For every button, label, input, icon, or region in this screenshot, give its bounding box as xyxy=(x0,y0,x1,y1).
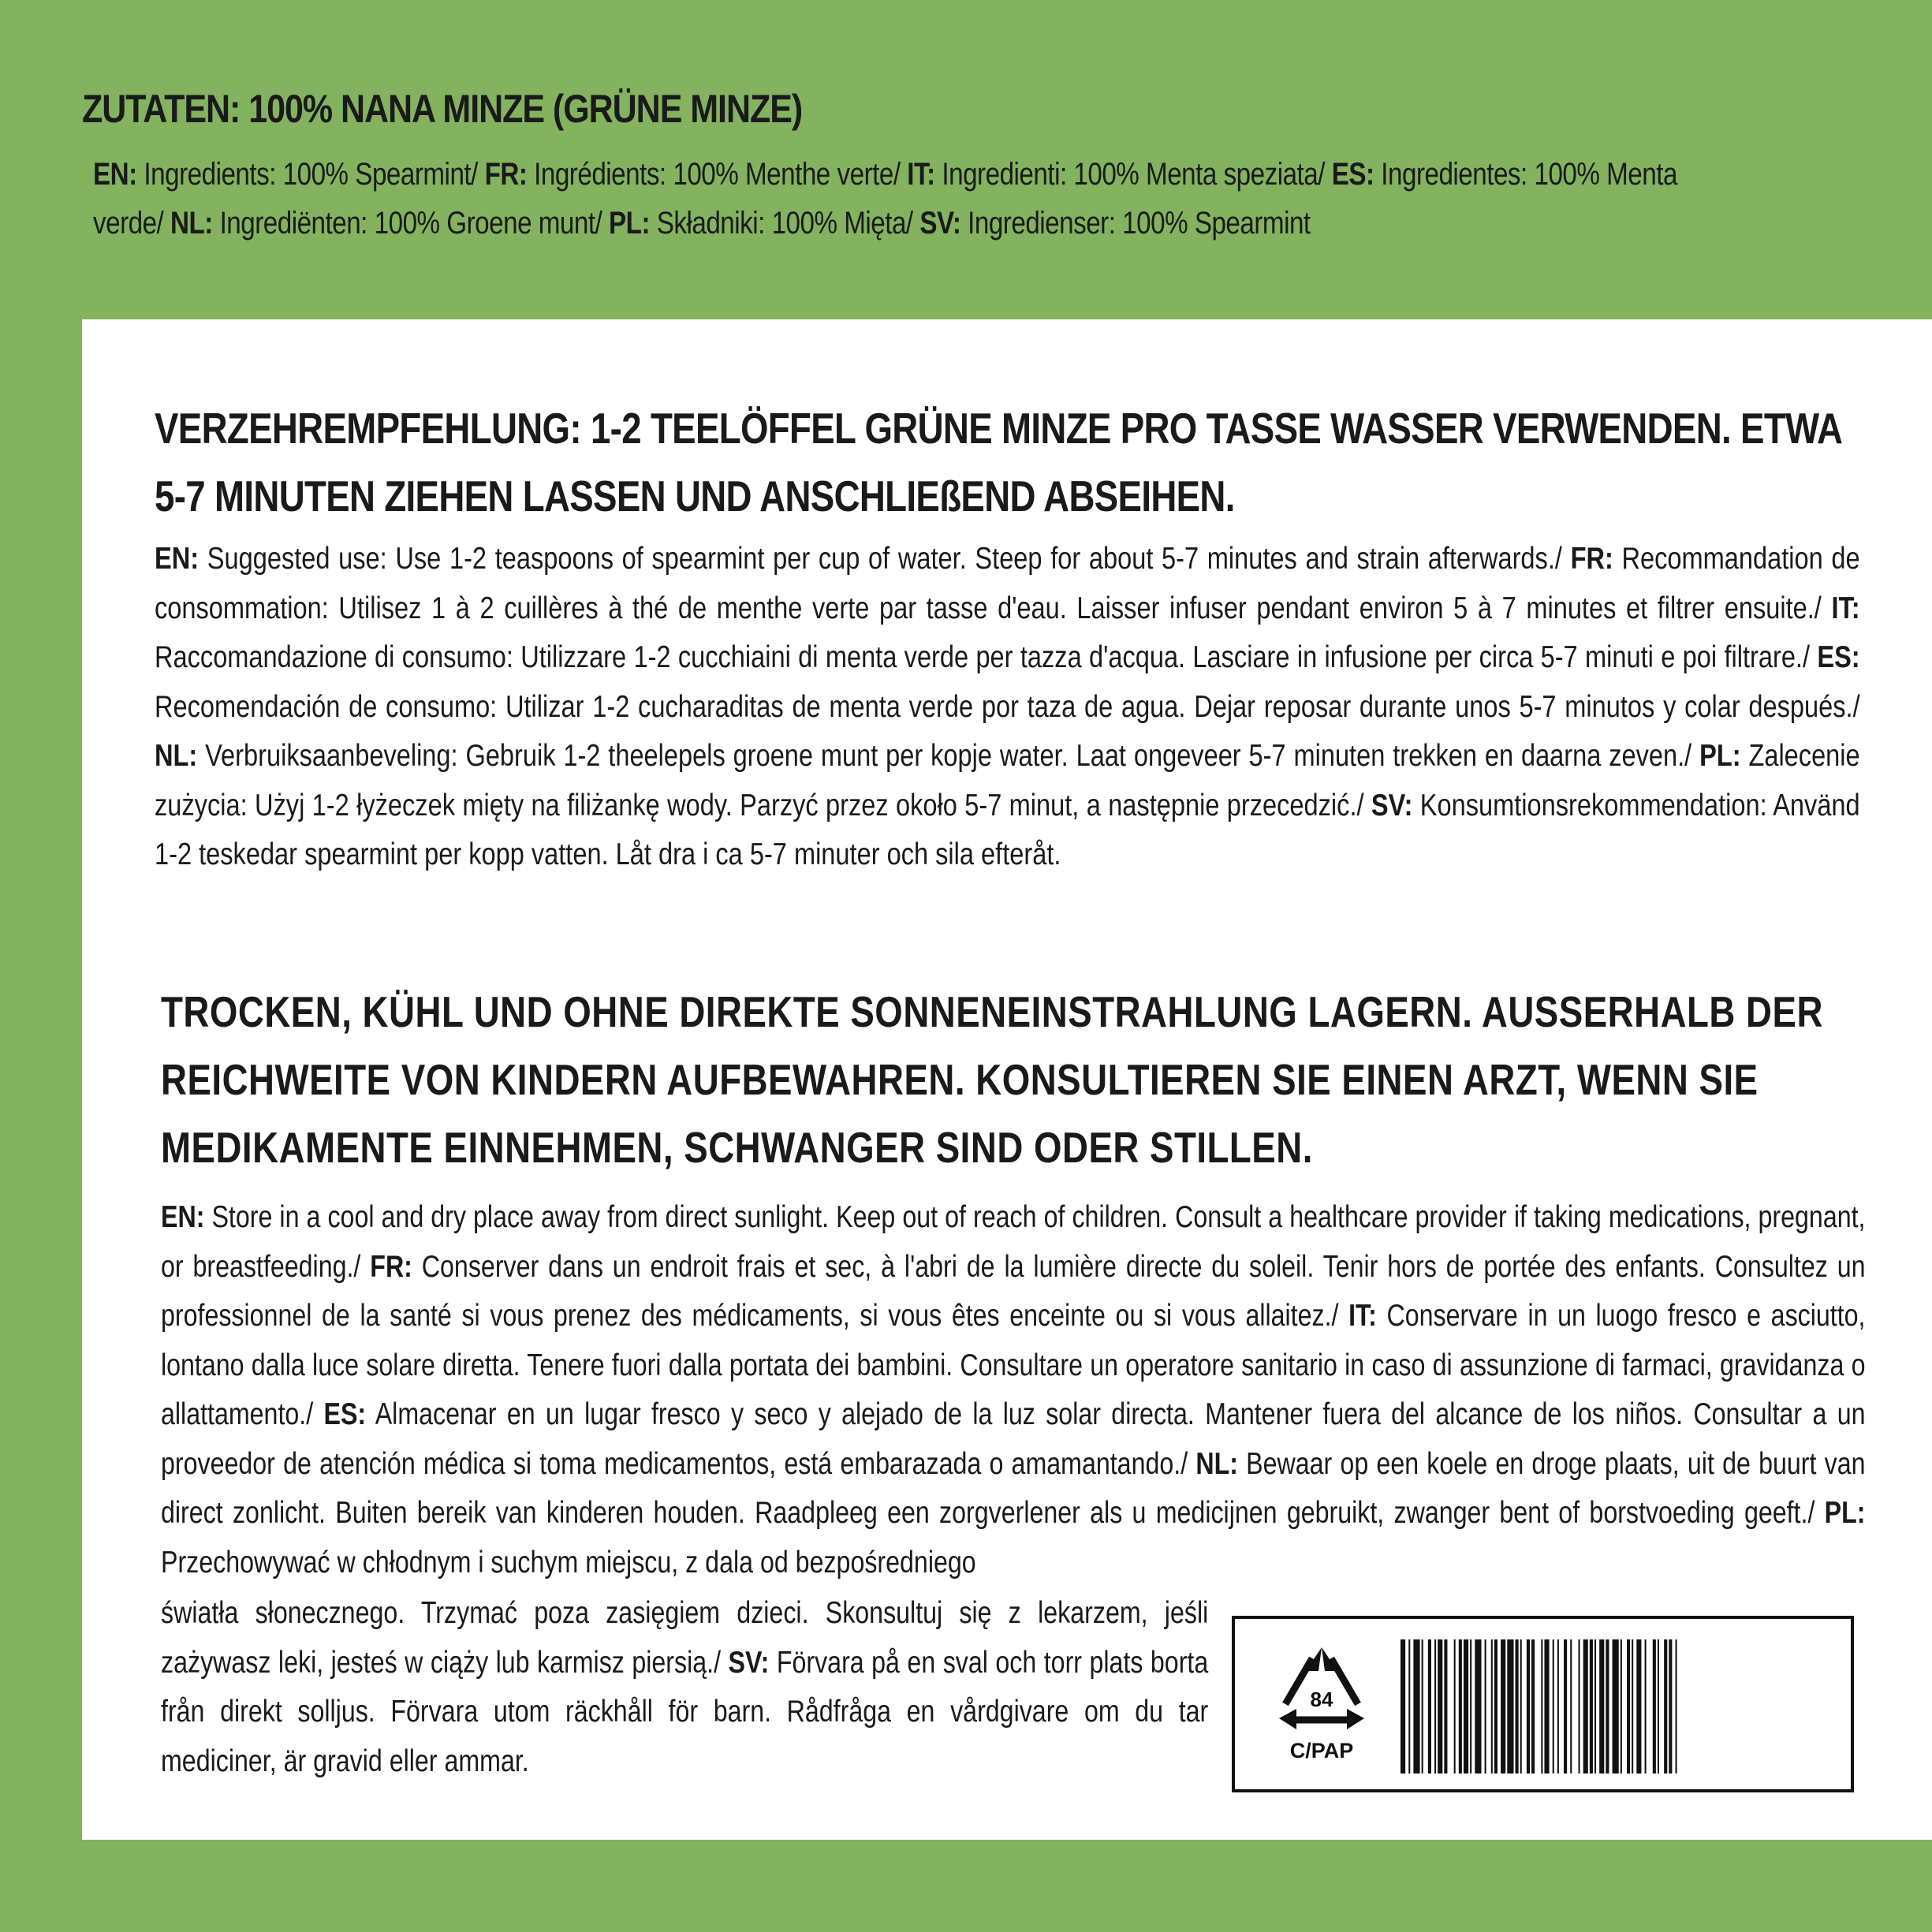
translation-text: Verbruiksaanbeveling: Gebruik 1-2 theelepels groene munt per kopje water. Laat ongeveer 5-7 minuten trekken en daarna zeven./ xyxy=(197,739,1700,773)
language-code: NL: xyxy=(170,206,213,241)
language-code: EN: xyxy=(161,1200,205,1234)
language-code: NL: xyxy=(155,739,198,773)
barcode-bar xyxy=(1579,1639,1580,1773)
language-code: EN: xyxy=(93,157,137,192)
translation-text: Ingredientes: 100% Menta verde/ xyxy=(93,157,1677,241)
language-code: IT: xyxy=(907,157,935,192)
barcode-bar xyxy=(1557,1639,1559,1773)
translation-text: Ingredienser: 100% Spearmint xyxy=(960,206,1311,241)
translation-text: Förvara på en sval och torr plats borta från direkt solljus. Förvara utom räckhåll för barn. Rådfråga en vårdgivare om du tar mediciner, är gravid eller ammar. xyxy=(161,1645,1209,1778)
barcode-bar xyxy=(1413,1639,1419,1773)
barcode-bar xyxy=(1583,1639,1588,1773)
translation-text: Ingrédients: 100% Menthe verte/ xyxy=(527,157,908,192)
barcode-bar xyxy=(1527,1639,1530,1773)
language-code: FR: xyxy=(484,157,528,192)
barcode-bar xyxy=(1653,1639,1656,1773)
usage-title: VERZEHREMPFEHLUNG: 1-2 TEELÖFFEL GRÜNE MINZE PRO TASSE WASSER VERWENDEN. ETWA 5-7 MINUTEN ZIEHEN LASSEN UND ANSCHLIEßEND ABSEIHEN. xyxy=(155,404,1841,520)
barcode-bar xyxy=(1454,1639,1456,1773)
barcode-bar xyxy=(1606,1639,1609,1773)
ingredients-translations xyxy=(93,150,1743,248)
barcode-bar xyxy=(1627,1639,1630,1773)
barcode-bar xyxy=(1434,1639,1436,1773)
barcode-bar xyxy=(1590,1639,1593,1773)
barcode-bar xyxy=(1676,1639,1677,1773)
translation-text: Zalecenie zużycia: Użyj 1-2 łyżeczek mięty na filiżankę wody. Parzyć przez około 5-7 minut, a następnie przecedzić./ xyxy=(155,739,1860,822)
barcode-bar xyxy=(1658,1639,1659,1773)
language-code: SV: xyxy=(919,206,961,241)
language-code: FR: xyxy=(1570,542,1613,576)
barcode-bar xyxy=(1645,1639,1647,1773)
barcode-bar xyxy=(1636,1639,1641,1773)
barcode-bar xyxy=(1485,1639,1486,1773)
language-code: FR: xyxy=(370,1249,412,1284)
translation-text: Bewaar op een koele en droge plaats, uit de buurt van direct zonlicht. Buiten bereik van kinderen houden. Raadpleeg een zorgverlener als u medicijnen gebruikt, zwanger bent of borstvoeding geeft./ xyxy=(161,1446,1866,1530)
barcode-bar xyxy=(1464,1639,1468,1773)
barcode-bar xyxy=(1459,1639,1462,1773)
barcode-bar xyxy=(1541,1639,1542,1773)
language-code: PL: xyxy=(1824,1496,1866,1530)
barcode-bar xyxy=(1516,1639,1519,1773)
translation-text: Przechowywać w chłodnym i suchym miejscu, z dala od bezpośredniego xyxy=(161,1545,976,1580)
barcode-bar xyxy=(1475,1639,1481,1773)
translation-text: Ingrediënten: 100% Groene munt/ xyxy=(212,206,610,241)
translation-text: Ingredienti: 100% Menta speziata/ xyxy=(934,157,1332,192)
barcode xyxy=(1401,1639,1833,1773)
translation-text: Store in a cool and dry place away from direct sunlight. Keep out of reach of children. Consult a healthcare provider if taking medications, pregnant, or breastfeeding./ xyxy=(161,1200,1866,1284)
language-code: IT: xyxy=(1831,591,1860,625)
barcode-bar xyxy=(1531,1639,1535,1773)
info-panel xyxy=(82,319,1932,1840)
barcode-bar xyxy=(1444,1639,1447,1773)
storage-title: TROCKEN, KÜHL UND OHNE DIREKTE SONNENEINSTRAHLUNG LAGERN. AUSSERHALB DER REICHWEITE VON KINDERN AUFBEWAHREN. KONSULTIEREN SIE EINEN ARZT, WENN SIE MEDIKAMENTE EINNEHMEN, SCHWANGER SIND ODER STILLEN. xyxy=(161,987,1823,1172)
barcode-bar xyxy=(1599,1639,1604,1773)
barcode-bar xyxy=(1520,1639,1522,1773)
translation-text: Almacenar en un lugar fresco y seco y alejado de la luz solar directa. Mantener fuera del alcance de los niños. Consultar a un proveedor de atención médica si toma medicamentos, está embarazada o amamantando./ xyxy=(161,1397,1866,1481)
translation-text: światła słonecznego. Trzymać poza zasięgiem dzieci. Skonsultuj się z lekarzem, jeśli zażywasz leki, jesteś w ciąży lub karmisz piersią./ xyxy=(161,1596,1209,1680)
recycling-material-code: C/PAP xyxy=(1289,1739,1354,1762)
barcode-bar xyxy=(1507,1639,1513,1773)
translation-text: Ingredients: 100% Spearmint/ xyxy=(136,157,485,192)
barcode-bar xyxy=(1564,1639,1567,1773)
barcode-bar xyxy=(1470,1639,1471,1773)
storage-translations-continued xyxy=(161,1589,1208,1786)
barcode-bar xyxy=(1408,1639,1410,1773)
language-code: SV: xyxy=(728,1645,770,1680)
translation-text: Conserver dans un endroit frais et sec, à l'abri de la lumière directe du soleil. Tenir hors de portée des enfants. Consultez un professionnel de la santé si vous prenez des médicaments, si vous êtes enceinte ou si vous allaitez./ xyxy=(161,1249,1866,1333)
barcode-bar xyxy=(1613,1639,1619,1773)
language-code: ES: xyxy=(323,1397,367,1431)
translation-text: Suggested use: Use 1-2 teaspoons of spearmint per cup of water. Steep for about 5-7 minutes and strain afterwards./ xyxy=(199,542,1571,576)
barcode-bar xyxy=(1664,1639,1667,1773)
barcode-bar xyxy=(1438,1639,1442,1773)
recycling-barcode-box xyxy=(1232,1616,1854,1792)
barcode-bar xyxy=(1632,1639,1633,1773)
barcode-bar xyxy=(1594,1639,1596,1773)
ingredients-header xyxy=(0,0,1932,319)
barcode-bar xyxy=(1669,1639,1672,1773)
recycling-number: 84 xyxy=(1310,1688,1333,1711)
barcode-bar xyxy=(1544,1639,1549,1773)
language-code: SV: xyxy=(1371,788,1413,822)
language-code: EN: xyxy=(155,542,200,576)
language-code: ES: xyxy=(1817,640,1860,674)
barcode-bar xyxy=(1428,1639,1431,1773)
barcode-bar xyxy=(1494,1639,1497,1773)
translation-text: Raccomandazione di consumo: Utilizzare 1-2 cucchiaini di menta verde per tazza d'acqua. Lasciare in infusione per circa 5-7 minuti e poi filtrare./ xyxy=(155,640,1818,674)
translation-text: Składniki: 100% Mięta/ xyxy=(650,206,920,241)
barcode-bar xyxy=(1621,1639,1622,1773)
language-code: ES: xyxy=(1331,157,1374,192)
language-code: PL: xyxy=(1699,739,1741,773)
translation-text: Recommandation de consommation: Utilisez 1 à 2 cuillères à thé de menthe verte par tasse d'eau. Laisser infuser pendant environ 5 à 7 minutes et filtrer ensuite./ xyxy=(155,542,1860,625)
recycling-triangle-icon xyxy=(1271,1641,1372,1770)
usage-translations xyxy=(155,535,1860,880)
barcode-bar xyxy=(1422,1639,1423,1773)
barcode-bar xyxy=(1401,1639,1405,1773)
translation-text: Recomendación de consumo: Utilizar 1-2 cucharaditas de menta verde por taza de agua. Dejar reposar durante unos 5-7 minutos y colar después./ xyxy=(155,689,1860,724)
barcode-bar xyxy=(1570,1639,1572,1773)
language-code: PL: xyxy=(609,206,651,241)
barcode-bar xyxy=(1501,1639,1505,1773)
barcode-bar xyxy=(1553,1639,1554,1773)
barcode-bar xyxy=(1491,1639,1493,1773)
ingredients-title: ZUTATEN: 100% NANA MINZE (GRÜNE MINZE) xyxy=(82,87,803,131)
storage-translations xyxy=(161,1193,1866,1587)
translation-text: Conservare in un luogo fresco e asciutto, lontano dalla luce solare diretta. Tenere fuori dalla portata dei bambini. Consultare un operatore sanitario in caso di assunzione di farmaci, gravidanza o allattamento./ xyxy=(161,1299,1866,1431)
bottom-green-strip xyxy=(0,1840,1932,1932)
language-code: IT: xyxy=(1348,1299,1377,1333)
translation-text: Konsumtionsrekommendation: Använd 1-2 teskedar spearmint per kopp vatten. Låt dra i ca 5-7 minuter och sila efteråt. xyxy=(155,788,1860,871)
language-code: NL: xyxy=(1195,1446,1238,1481)
